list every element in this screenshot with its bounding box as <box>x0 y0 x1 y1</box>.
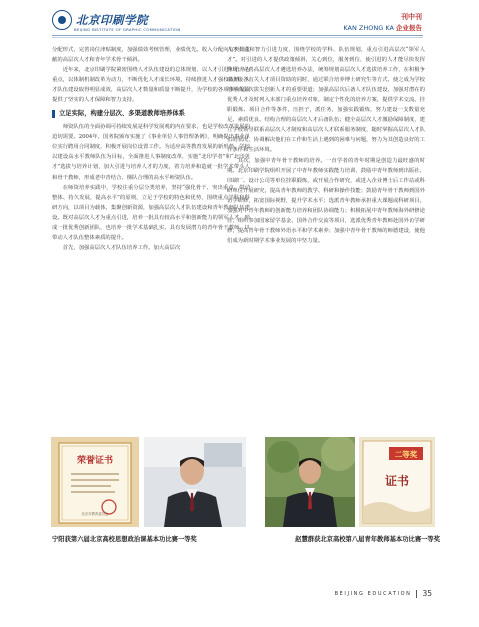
school-emblem-icon <box>52 10 72 30</box>
logo-subtitle: BEIJING INSTITUTE OF GRAPHIC COMMUNICATION <box>74 27 181 32</box>
magazine-name: BEIJING EDUCATION <box>334 590 412 597</box>
article-left-column <box>52 45 250 253</box>
photo-caption-right: 赵慧群获北京高校第八届青年教师基本功比赛一等奖 <box>295 536 440 543</box>
page-number: 35 <box>422 589 432 598</box>
page-footer <box>335 589 432 598</box>
subheading-marker-icon <box>52 110 55 118</box>
header-divider <box>52 35 423 36</box>
paragraph: 师资队伍的全面协调可持续发展是科学发展观的内在要求，也是学校改革发展的迫切需要。2004年，国务院颁布实施了《事业单位人事管理条例》，明确提出事业单位实行聘用合同制度，积极开展岗位设置工作。为适应高等教育发展的新形势，学校以建设高水平教师队伍为目标，全面推进人事制度改革，实施“北印学者”和“北印英才”选拔与培养计划，加大引进与培养人才的力度，着力培养和造就一批学术带头人和骨干教师，形成老中青结合、梯队合理的高水平师资队伍。 <box>52 124 250 181</box>
paragraph: 近年来，北京印刷学院紧密围绕人才队伍建设的总体规划，以人才引进和培养为重点，以体制机制改革为动力，不断优化人才成长环境，持续推进人才强校战略，人才队伍建设取得明显成效，高层次人才数量和质量不断提升，为学校的各项事业发展提供了坚实的人才保障和智力支持。 <box>52 67 250 104</box>
portrait-photo-left <box>144 437 246 527</box>
paragraph: 在师资培养实践中，学校注重分层分类培养，坚持“强化骨干、突出重点、带动整体、持久发展，提高水平”的原则，立足于学校的特色和优势，围绕重点学科和科研方向，以项目为载体，集聚创新资源，加强高层次人才队伍建设和青年教师队伍建设。既对高层次人才为重点引进，培养一批具有较高水平和创新能力的领军人才，形成一批优秀创新团队，也培养一批学术基础扎实、具有发展潜力的青年骨干教师，以带动人才队伍整体素质的提升。 <box>52 184 250 241</box>
certificate-image <box>51 437 139 527</box>
footer-separator <box>416 590 417 598</box>
award-certificate-title: 证书 <box>384 474 410 488</box>
paragraph: 分配形式，完善岗位津贴制度，加强绩效考核管理，业绩优先。收入分配向有突出贡献的高层次人才和青年学术骨干倾斜。 <box>52 47 250 64</box>
header-divider-thin <box>52 37 423 38</box>
paragraph: 人才引进和智力引进力度，围绕学校的学科、队伍规划，重点引进高层次“领军人才”。对引进的人才提供政策倾斜，关心到位，服务到位，使引进的人才能尽快发挥作用；完善高层次人才遴选培养办法，统筹规划高层次人才选拔培养工作，在积极争取上级各有关人才项目资助的同时，通过联合培养博士研究生等方式，使之成为学校培养高层次拔尖创新人才的重要渠道；加强高层次后备人才队伍建设，加强对潜在的优秀人才及时列入本部门重点培养对象，制定个性化的培养方案，提供学术交流、挂职锻炼、项目合作等条件，压担子，派任务，加强实践锻炼，努力建设一支数量充足、素质优良、结构合理的高层次人才后备队伍；健全高层次人才激励保障制度，建立学校领导联系高层次人才制度和高层次人才联系服务制度，随时掌握高层次人才队伍的状况，协调解决他们在工作和生活上遇到的困难与问题，努力为其创造良好的工作条件和生活环境。 <box>227 47 425 154</box>
section-label-en <box>343 23 422 32</box>
subheading-text: 立足实际，构建分层次、多渠道教师培养体系 <box>59 110 185 118</box>
certificate-title: 荣誉证书 <box>76 456 114 466</box>
paragraph: 其次，加强中青年骨干教师的培养。一直学者的青年时期是创造力最旺盛的时期。北京印刷学院组织开展了中青年教师实践能力培训，鼓励中青年教师到出版社、印刷厂、设计公司等单位挂职锻炼，或开展合作研究，或进入企业博士后工作站或科研单位开展研究，提高青年教师的教学、科研和操作技能；鼓励青年骨干教师到国外访学研修，拓宽国际视野，提升学术水平；选派青年教师承担重大课题或科研项目，加强对中青年教师的创新能力培养和团队协调能力；积极拓展中青年教师海外研修途径，组织参加国家留学基金、国外合作交流等项目，选派优秀青年教师赴国外访学研修，提高青年骨干教师外语水平和学术素养；加强中青年骨干教师的师德建设，使他们成为新时期学术事业发展的中坚力量。 <box>227 157 425 244</box>
paragraph: 首先，加强高层次人才队伍培养工作。加大高层次 <box>62 244 181 251</box>
section-subheading <box>52 108 250 120</box>
portrait-photo-right <box>265 437 355 527</box>
photo-caption-left: 宁阳获第六届北京高校思想政治课基本功比赛一等奖 <box>52 536 197 543</box>
honor-certificate-photo <box>51 437 139 527</box>
award-badge-text: 二等奖 <box>394 450 418 459</box>
article-right-column <box>227 45 425 246</box>
section-label-en-prefix: KAN ZHONG KA <box>343 24 394 32</box>
section-label <box>343 12 422 32</box>
certificate-issuer: 北京市教育委员会 <box>81 512 109 516</box>
logo-text: 北京印刷学院 <box>76 13 148 27</box>
section-label-cn: 刊中刊 <box>401 13 422 21</box>
award-certificate-photo <box>359 437 435 527</box>
section-label-en-suffix: 企业报告 <box>396 24 422 32</box>
